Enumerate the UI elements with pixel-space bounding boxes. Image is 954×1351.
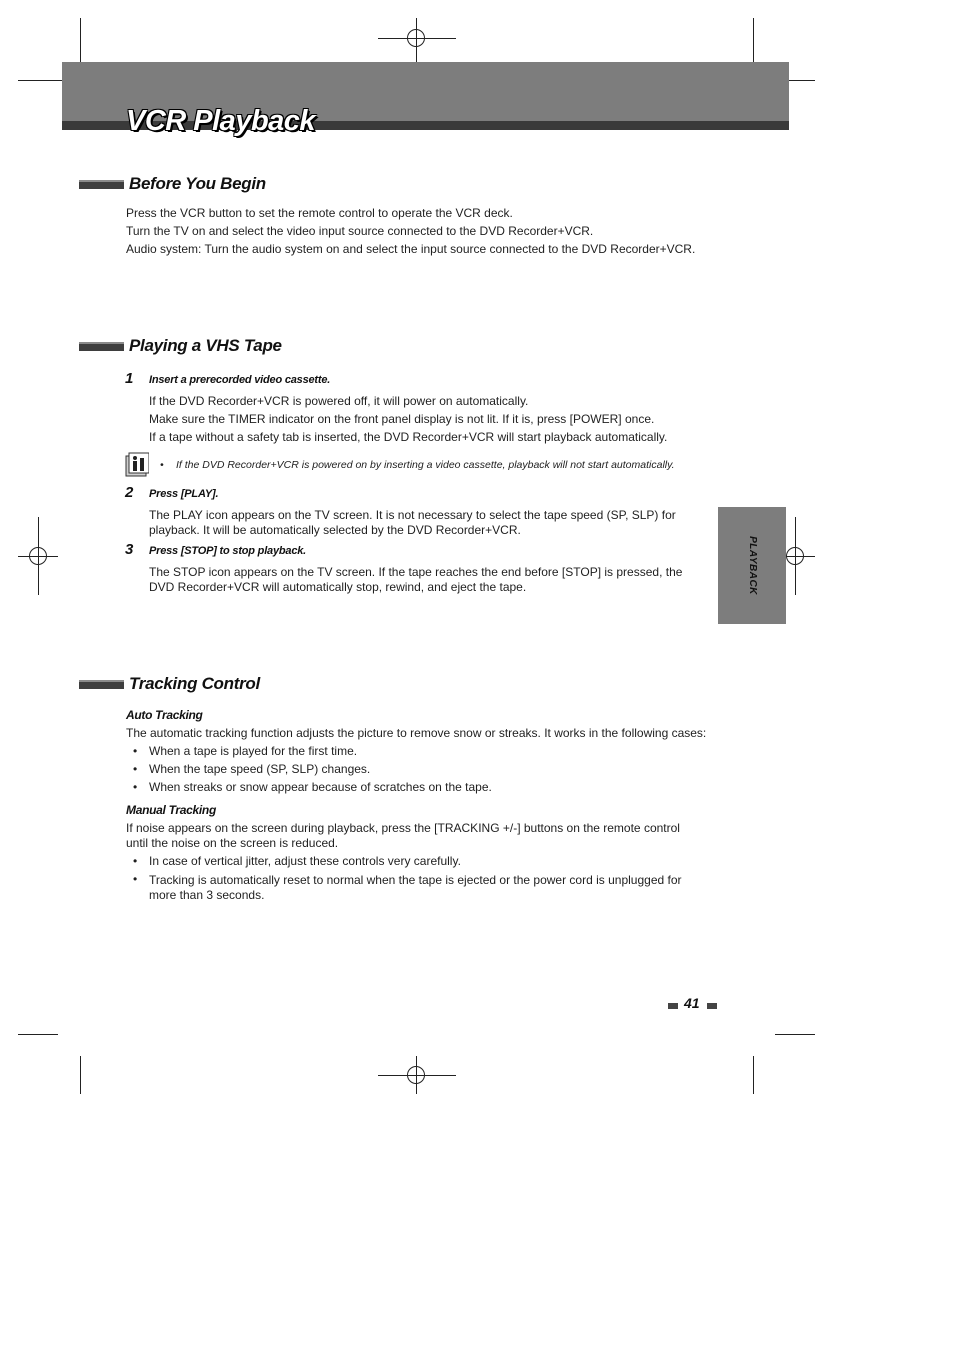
step-number: 1 — [125, 370, 134, 387]
side-tab-text: PLAYBACK — [746, 536, 758, 595]
subheading-auto-tracking: Auto Tracking — [126, 708, 203, 722]
side-tab-label — [718, 507, 786, 624]
section-heading-before-you-begin: Before You Begin — [129, 174, 266, 193]
body-line: Press the VCR button to set the remote control to operate the VCR deck. — [126, 206, 513, 220]
bullet-item: Tracking is automatically reset to normal when the tape is ejected or the power cord is unplugged for more than 3 seconds. — [149, 873, 682, 902]
step-number: 3 — [125, 541, 134, 558]
step-line: If a tape without a safety tab is inserted, the DVD Recorder+VCR will start playback automatically. — [149, 430, 668, 444]
bullet-item: When the tape speed (SP, SLP) changes. — [149, 762, 371, 776]
step-text: The PLAY icon appears on the TV screen. It is not necessary to select the tape speed (SP, SLP) for playback. It will be automatically selected by the DVD Recorder+VCR. — [149, 508, 676, 537]
section-heading-playing-vhs: Playing a VHS Tape — [129, 336, 282, 355]
step-number: 2 — [125, 484, 134, 501]
step-title: Insert a prerecorded video cassette. — [149, 374, 331, 386]
section-heading-tracking: Tracking Control — [129, 674, 260, 693]
body-line: Turn the TV on and select the video input source connected to the DVD Recorder+VCR. — [126, 224, 594, 238]
step-line: If the DVD Recorder+VCR is powered off, it will power on automatically. — [149, 394, 529, 408]
note-text: If the DVD Recorder+VCR is powered on by inserting a video cassette, playback will not start automatically. — [176, 459, 675, 471]
body-line: The automatic tracking function adjusts the picture to remove snow or streaks. It works in the following cases: — [126, 726, 707, 740]
info-note-icon — [125, 452, 149, 478]
bullet-marker: • — [133, 854, 138, 868]
bullet-item: When a tape is played for the first time. — [149, 744, 358, 758]
bullet-marker: • — [133, 762, 138, 776]
note-bullet: • — [160, 459, 164, 471]
bullet-item: In case of vertical jitter, adjust these controls very carefully. — [149, 854, 461, 868]
step-text: The STOP icon appears on the TV screen. If the tape reaches the end before [STOP] is pressed, the DVD Recorder+VCR will automatically stop, rewind, and eject the tape. — [149, 565, 683, 594]
page-number: 41 — [684, 995, 700, 1011]
step-line: Make sure the TIMER indicator on the front panel display is not lit. If it is, press [POWER] once. — [149, 412, 655, 426]
bullet-marker: • — [133, 744, 138, 758]
body-paragraph: If noise appears on the screen during playback, press the [TRACKING +/-] buttons on the remote control until the noise on the screen is reduced. — [126, 821, 680, 850]
page-number-marker — [668, 1003, 678, 1009]
section-bar — [79, 680, 124, 689]
bullet-marker: • — [133, 872, 138, 886]
step-title: Press [PLAY]. — [149, 488, 219, 500]
section-bar — [79, 342, 124, 351]
step-title: Press [STOP] to stop playback. — [149, 545, 307, 557]
bullet-item: When streaks or snow appear because of scratches on the tape. — [149, 780, 492, 794]
section-bar — [79, 180, 124, 189]
body-line: Audio system: Turn the audio system on and select the input source connected to the DVD Recorder+VCR. — [126, 242, 696, 256]
subheading-manual-tracking: Manual Tracking — [126, 803, 216, 817]
page-number-marker — [707, 1003, 717, 1009]
page-title: VCR Playback — [126, 105, 316, 137]
bullet-marker: • — [133, 780, 138, 794]
